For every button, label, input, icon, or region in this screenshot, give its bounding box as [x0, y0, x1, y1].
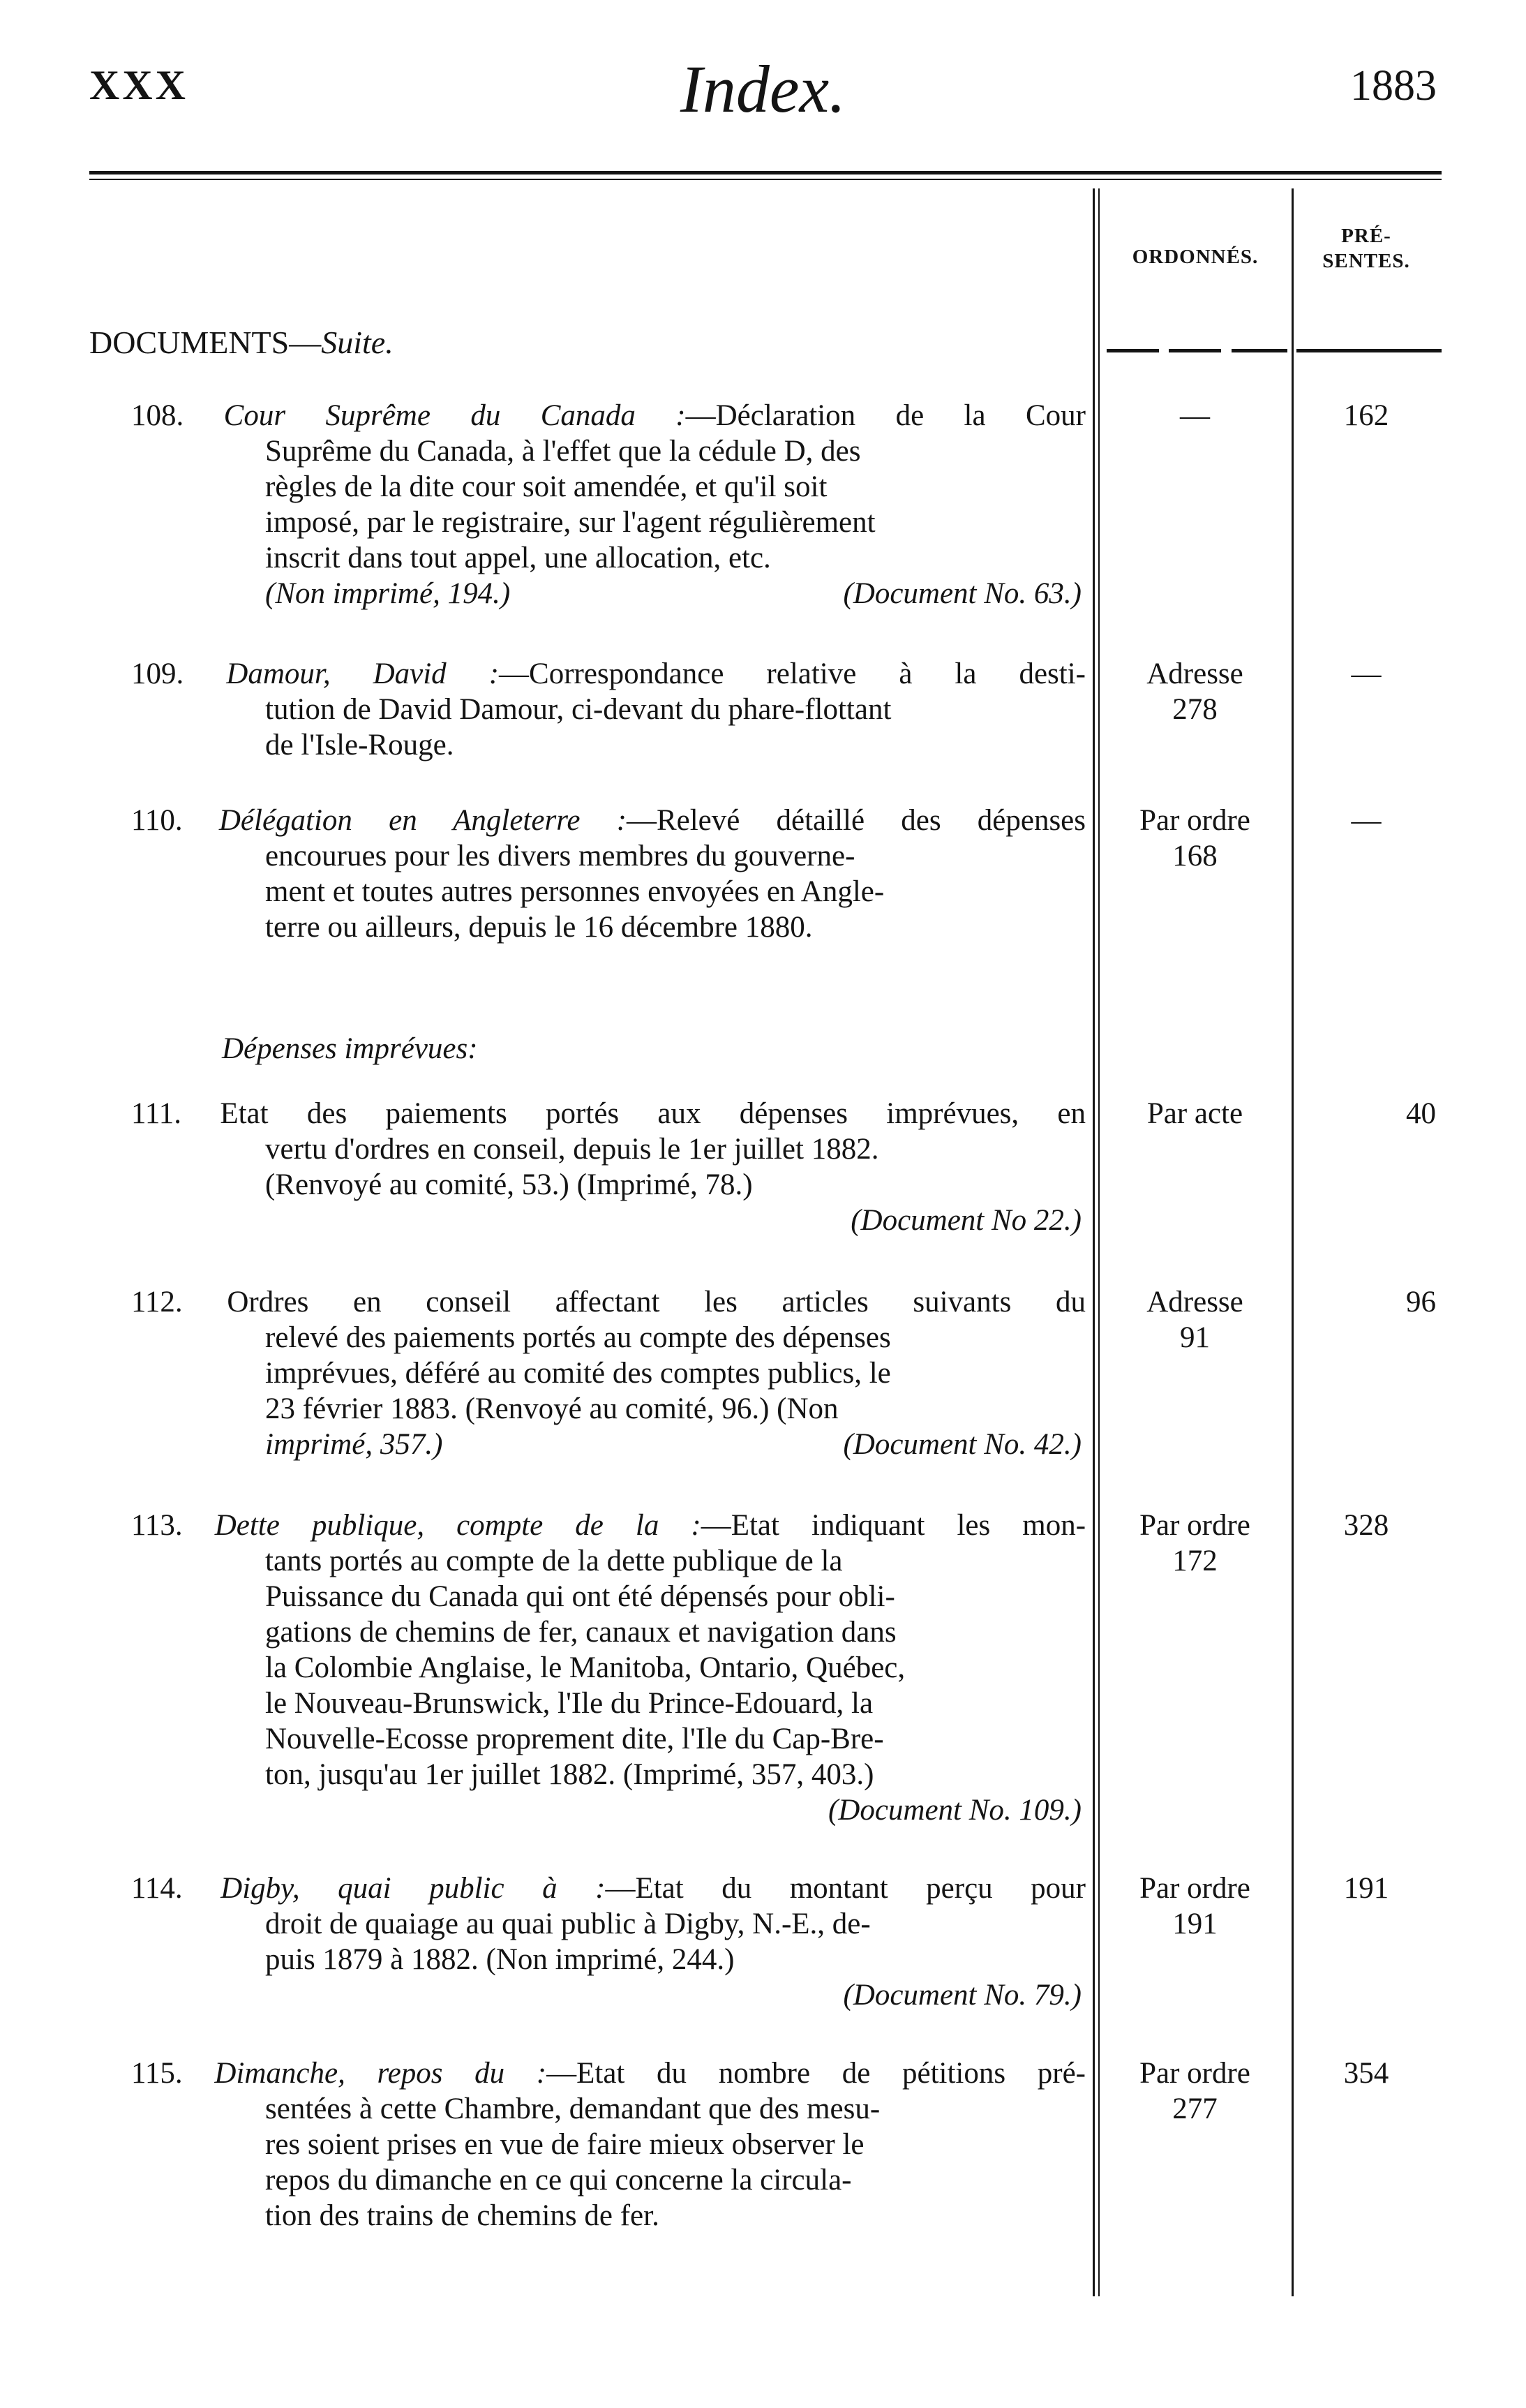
index-entry-110: [131, 803, 1086, 945]
entry-subject: Digby, quai public à :: [220, 1872, 606, 1905]
section-heading: [89, 324, 394, 361]
entry-111-ordonnes: [1102, 1096, 1287, 1131]
entry-113-ordonnes: [1102, 1508, 1287, 1579]
entry-document-ref: (Document No. 42.): [843, 1428, 1082, 1461]
entry-document-ref: (Document No. 63.): [843, 577, 1082, 610]
entry-text: Etat des paiements portés aux dépenses imprévues, en: [220, 1097, 1086, 1130]
ordonnes-type: Par ordre: [1139, 1509, 1250, 1542]
index-entry-109: [131, 656, 1086, 763]
column-header-presentes-line1: PRÉ-: [1341, 225, 1391, 247]
entry-first-line: [131, 1284, 1086, 1320]
header-rule-thin: [89, 179, 1442, 180]
entry-line: Nouvelle-Ecosse proprement dite, l'Ile du Cap-Bre-: [265, 1723, 884, 1755]
index-entry-108: [131, 398, 1086, 611]
entry-line: puis 1879 à 1882. (Non imprimé, 244.): [265, 1943, 735, 1976]
entry-first-line: [131, 398, 1086, 433]
column-header-presentes: [1296, 223, 1436, 274]
ordonnes-number: 278: [1172, 693, 1218, 726]
entry-subject: Délégation en Angleterre :: [218, 804, 627, 837]
entry-line: tion des trains de chemins de fer.: [265, 2199, 659, 2232]
ordonnes-type: Par ordre: [1139, 2057, 1250, 2090]
column-rule-dash: [1296, 349, 1442, 352]
ordonnes-number: 277: [1172, 2093, 1218, 2125]
entry-print-ref: (Non imprimé, 194.): [265, 577, 511, 610]
subheading-depenses-imprevues: Dépenses imprévues:: [222, 1032, 478, 1065]
entry-number: 108.: [131, 399, 184, 432]
entry-line: règles de la dite cour soit amendée, et qu'il soit: [265, 470, 828, 503]
entry-references: [131, 576, 1086, 611]
entry-109-presentes: —: [1351, 657, 1382, 690]
entry-line: 23 février 1883. (Renvoyé au comité, 96.) (Non: [265, 1392, 839, 1425]
column-rule-dash: [1107, 349, 1159, 352]
entry-line: relevé des paiements portés au compte des dépenses: [265, 1321, 891, 1354]
entry-document-ref: (Document No. 79.): [843, 1979, 1082, 2012]
entry-line: le Nouveau-Brunswick, l'Ile du Prince-Edouard, la: [265, 1687, 874, 1720]
entry-first-line: [131, 2056, 1086, 2091]
ordonnes-type: Par ordre: [1139, 1872, 1250, 1905]
entry-line: imposé, par le registraire, sur l'agent régulièrement: [265, 506, 876, 539]
column-divider-1: [1093, 188, 1095, 2296]
section-title: DOCUMENTS—: [89, 325, 322, 360]
entry-line: Suprême du Canada, à l'effet que la cédule D, des: [265, 435, 861, 468]
entry-number: 109.: [131, 657, 184, 690]
entry-line: encourues pour les divers membres du gouverne-: [265, 840, 855, 872]
index-entry-114: [131, 1871, 1086, 2013]
entry-108-presentes: 162: [1343, 399, 1389, 432]
ordonnes-type: Par ordre: [1139, 804, 1250, 837]
entry-references: [131, 1427, 1086, 1462]
entry-109-ordonnes: [1102, 656, 1287, 727]
entry-112-presentes: 96: [1406, 1286, 1436, 1318]
entry-text: —Relevé détaillé des dépenses: [626, 804, 1086, 837]
entry-line: sentées à cette Chambre, demandant que des mesu-: [265, 2093, 881, 2125]
entry-number: 115.: [131, 2057, 183, 2090]
column-divider-1b: [1098, 188, 1100, 2296]
entry-line: droit de quaiage au quai public à Digby, N.-E., de-: [265, 1908, 871, 1940]
column-divider-2: [1292, 188, 1294, 2296]
ordonnes-number: 168: [1172, 840, 1218, 872]
entry-line: imprévues, déféré au comité des comptes publics, le: [265, 1357, 891, 1390]
page-title: Index.: [680, 52, 846, 126]
ordonnes-number: 91: [1180, 1321, 1210, 1354]
entry-111-presentes: 40: [1406, 1097, 1436, 1130]
index-entry-112: [131, 1284, 1086, 1462]
ordonnes-value: —: [1180, 399, 1210, 432]
entry-text: —Etat indiquant les mon-: [701, 1509, 1086, 1542]
entry-first-line: [131, 656, 1086, 692]
entry-114-presentes: 191: [1343, 1872, 1389, 1905]
entry-115-ordonnes: [1102, 2056, 1287, 2127]
entry-line: ment et toutes autres personnes envoyées en Angle-: [265, 875, 885, 908]
entry-115-presentes: 354: [1343, 2057, 1389, 2090]
ordonnes-type: Par acte: [1146, 1097, 1243, 1130]
page-number-roman: XXX: [89, 62, 188, 108]
column-rule-dash: [1232, 349, 1287, 352]
entry-line: imprimé, 357.): [265, 1428, 443, 1461]
entry-document-ref: (Document No. 109.): [828, 1794, 1082, 1827]
entry-line: vertu d'ordres en conseil, depuis le 1er juillet 1882.: [265, 1133, 879, 1166]
entry-subject: Dette publique, compte de la :: [214, 1509, 701, 1542]
column-header-presentes-line2: SENTES.: [1322, 250, 1410, 273]
entry-number: 112.: [131, 1286, 183, 1318]
entry-text: Ordres en conseil affectant les articles suivants du: [227, 1286, 1086, 1318]
index-entry-113: [131, 1508, 1086, 1828]
entry-108-ordonnes: [1102, 398, 1287, 433]
column-rule-dash: [1169, 349, 1221, 352]
header-rule-thick: [89, 171, 1442, 174]
entry-subject: Cour Suprême du Canada :: [223, 399, 686, 432]
entry-text: —Correspondance relative à la desti-: [499, 657, 1086, 690]
entry-first-line: [131, 1508, 1086, 1543]
index-entry-111: [131, 1096, 1086, 1238]
entry-text: —Etat du nombre de pétitions pré-: [546, 2057, 1086, 2090]
entry-document-ref: (Document No 22.): [851, 1204, 1082, 1237]
column-header-ordonnes: ORDONNÉS.: [1132, 246, 1259, 268]
ordonnes-type: Adresse: [1146, 657, 1243, 690]
entry-number: 113.: [131, 1509, 183, 1542]
entry-line: terre ou ailleurs, depuis le 16 décembre 1880.: [265, 911, 813, 944]
ordonnes-number: 191: [1172, 1908, 1218, 1940]
entry-110-ordonnes: [1102, 803, 1287, 874]
entry-112-ordonnes: [1102, 1284, 1287, 1355]
entry-113-presentes: 328: [1343, 1509, 1389, 1542]
entry-first-line: [131, 1096, 1086, 1131]
entry-line: de l'Isle-Rouge.: [265, 729, 454, 761]
entry-first-line: [131, 803, 1086, 838]
entry-line: Puissance du Canada qui ont été dépensés pour obli-: [265, 1580, 895, 1613]
entry-line: gations de chemins de fer, canaux et navigation dans: [265, 1616, 897, 1649]
entry-110-presentes: —: [1351, 804, 1382, 837]
entry-subject: Damour, David :: [226, 657, 500, 690]
entry-line: tution de David Damour, ci-devant du phare-flottant: [265, 693, 892, 726]
entry-114-ordonnes: [1102, 1871, 1287, 1942]
page-year: 1883: [1350, 62, 1437, 110]
entry-number: 111.: [131, 1097, 182, 1130]
entry-text: —Déclaration de la Cour: [685, 399, 1086, 432]
entry-line: (Renvoyé au comité, 53.) (Imprimé, 78.): [265, 1168, 753, 1201]
entry-number: 110.: [131, 804, 183, 837]
entry-line: la Colombie Anglaise, le Manitoba, Ontario, Québec,: [265, 1651, 906, 1684]
entry-subject: Dimanche, repos du :: [214, 2057, 547, 2090]
entry-line: ton, jusqu'au 1er juillet 1882. (Imprimé, 357, 403.): [265, 1758, 874, 1791]
entry-number: 114.: [131, 1872, 183, 1905]
entry-text: —Etat du montant perçu pour: [605, 1872, 1086, 1905]
entry-line: repos du dimanche en ce qui concerne la circula-: [265, 2164, 852, 2197]
ordonnes-type: Adresse: [1146, 1286, 1243, 1318]
entry-line: res soient prises en vue de faire mieux observer le: [265, 2128, 865, 2161]
entry-line: tants portés au compte de la dette publique de la: [265, 1545, 843, 1577]
entry-line: inscrit dans tout appel, une allocation, etc.: [265, 542, 771, 574]
section-suite: Suite.: [321, 325, 394, 360]
ordonnes-number: 172: [1172, 1545, 1218, 1577]
index-entry-115: [131, 2056, 1086, 2234]
entry-first-line: [131, 1871, 1086, 1906]
